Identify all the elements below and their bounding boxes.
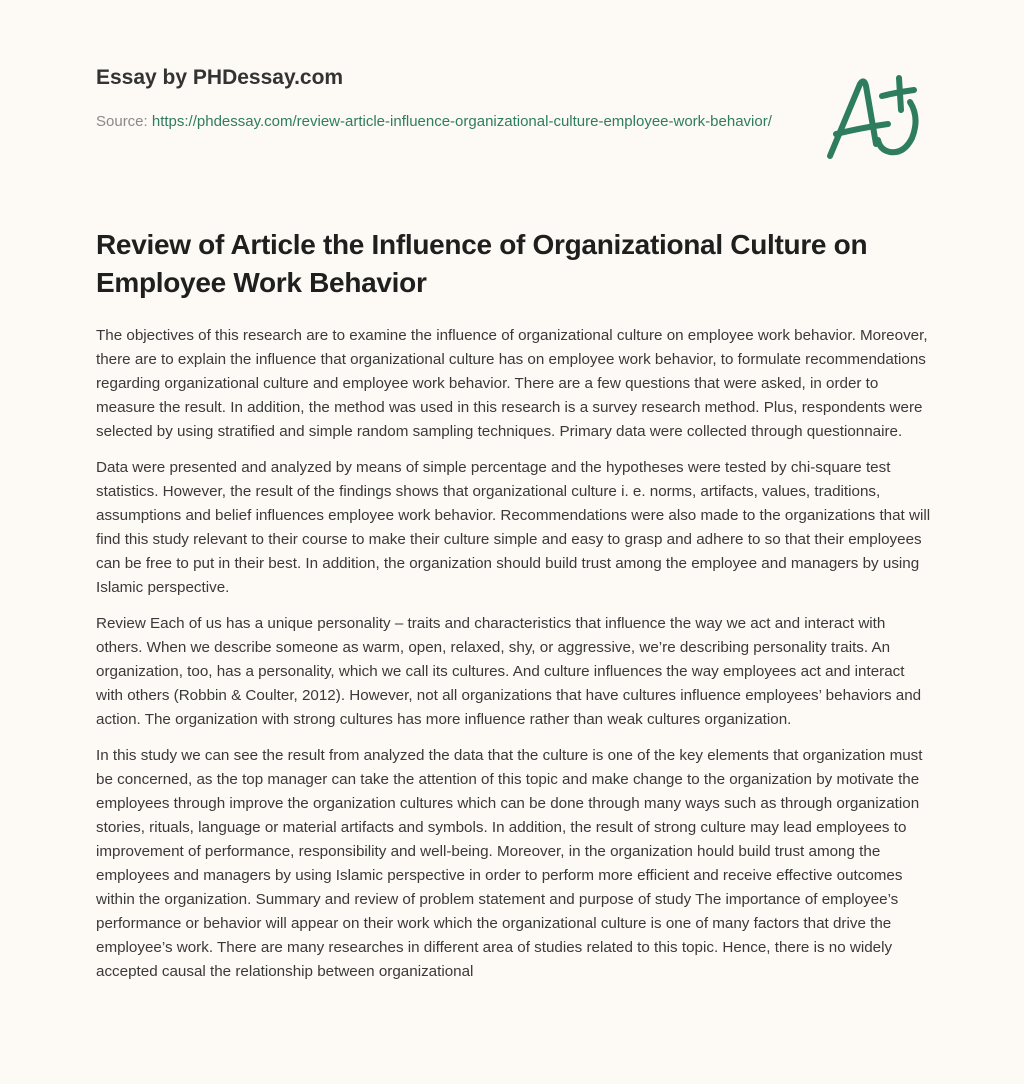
- a-plus-grade-icon: [820, 68, 930, 168]
- source-line: [96, 110, 776, 134]
- paragraph: Data were presented and analyzed by means of simple percentage and the hypotheses were tested by chi-square test statistics. However, the result of the findings shows that organizational culture i. e. norms, artifacts, values, traditions, assumptions and belief influences employee work behavior. Recommendations were also made to the organizations that will find this study relevant to their course to make their culture simple and easy to grasp and adhere to so that their employees can be free to put in their best. In addition, the organization should build trust among the employee and managers by using Islamic perspective.: [96, 459, 931, 596]
- paragraph: Review Each of us has a unique personality – traits and characteristics that influence the way we act and interact with others. When we describe someone as warm, open, relaxed, shy, or aggressive, we’re describing personality traits. An organization, too, has a personality, which we call its cultures. And culture influences the way employees act and interact with others (Robbin & Coulter, 2012). However, not all organizations that have cultures influence employees’ behaviors and action. The organization with strong cultures has more influence rather than weak cultures organization.: [96, 615, 922, 728]
- paragraph: The objectives of this research are to examine the influence of organizational culture on employee work behavior. Moreover, there are to explain the influence that organizational culture has on employee work behavior, to formulate recommendations regarding organizational culture and employee work behavior. There are a few questions that were asked, in order to measure the result. In addition, the method was used in this research is a survey research method. Plus, respondents were selected by using stratified and simple random sampling techniques. Primary data were collected through questionnaire.: [96, 327, 928, 440]
- document-title: Review of Article the Influence of Organizational Culture on Employee Work Behavior: [96, 229, 868, 298]
- document-body: [96, 324, 932, 996]
- source-label: Source:: [96, 113, 152, 130]
- paragraph: In this study we can see the result from analyzed the data that the culture is one of the key elements that organization must be concerned, as the top manager can take the attention of this topic and make change to the organization by motivate the employees through improve the organization cultures which can be done through many ways such as through organization stories, rituals, language or material artifacts and symbols. In addition, the result of strong culture may lead employees to improvement of performance, responsibility and well-being. Moreover, in the organization hould build trust among the employees and managers by using Islamic perspective in order to perform more efficient and receive effective outcomes within the organization. Summary and review of problem statement and purpose of study The importance of employee’s performance or behavior will appear on their work which the organizational culture is one of many factors that drive the employee’s work. There are many researches in different area of studies related to this topic. Hence, there is no widely accepted causal the relationship between organizational: [96, 747, 923, 980]
- source-link[interactable]: https://phdessay.com/review-article-influence-organizational-culture-employee-work-behavior/: [151, 113, 772, 130]
- site-name: Essay by PHDessay.com: [96, 66, 344, 89]
- page-header: [96, 64, 776, 134]
